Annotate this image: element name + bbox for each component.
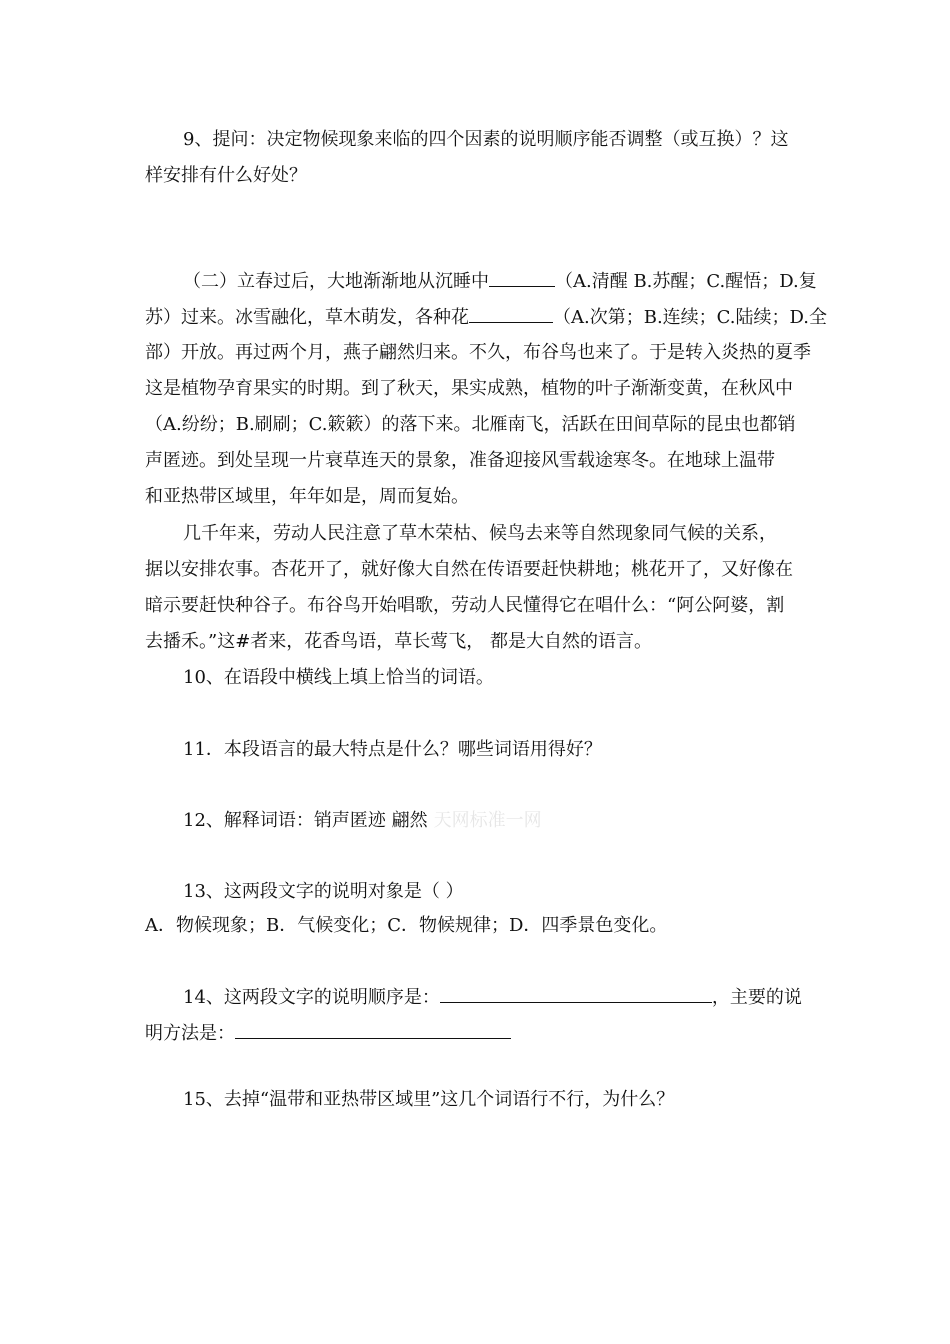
question-11: 11．本段语言的最大特点是什么？哪些词语用得好？ (183, 739, 602, 760)
answer-blank-method[interactable] (235, 1020, 511, 1039)
passage-p1-line-5: （A.纷纷；B.刷刷；C.簌簌）的落下来。北雁南飞，活跃在田间草际的昆虫也都销 (145, 414, 796, 435)
passage-text: （A.次第；B.连续；C.陆续；D.全 (553, 307, 828, 328)
question-13-options: A．物候现象；B．气候变化；C．物候规律；D．四季景色变化。 (145, 915, 668, 936)
passage-text: （A.清醒 B.苏醒；C.醒悟；D.复 (555, 271, 817, 292)
question-10: 10、在语段中横线上填上恰当的词语。 (183, 667, 494, 688)
watermark-text: 天网标准一网 (433, 810, 542, 831)
fill-blank-2[interactable] (469, 304, 553, 323)
question-14-text: 14、这两段文字的说明顺序是： (183, 987, 440, 1008)
passage-p2-line-4: 去播禾。”这#者来，花香鸟语，草长莺飞， 都是大自然的语言。 (145, 631, 653, 652)
question-15: 15、去掉“温带和亚热带区域里”这几个词语行不行，为什么？ (183, 1089, 675, 1110)
passage-text: 苏）过来。冰雪融化，草木萌发，各种花 (145, 307, 469, 328)
question-13: 13、这两段文字的说明对象是（ ） (183, 881, 464, 902)
question-12 (183, 809, 542, 833)
question-9-line-2: 样安排有什么好处？ (145, 165, 307, 186)
passage-p2-line-3: 暗示要赶快种谷子。布谷鸟开始唱歌，劳动人民懂得它在唱什么：“阿公阿婆，割 (145, 595, 785, 616)
passage-p1-line-7: 和亚热带区域里，年年如是，周而复始。 (145, 486, 469, 507)
passage-p1-line-4: 这是植物孕育果实的时期。到了秋天，果实成熟，植物的叶子渐渐变黄，在秋风中 (145, 378, 793, 399)
question-12-text: 12、解释词语：销声匿迹 翩然 (183, 810, 428, 831)
passage-p1-line-1 (183, 268, 817, 294)
question-14-text: ，主要的说 (711, 987, 802, 1008)
passage-p1-line-6: 声匿迹。到处呈现一片衰草连天的景象，准备迎接风雪载途寒冬。在地球上温带 (145, 450, 775, 471)
question-14-line-1 (183, 984, 802, 1010)
fill-blank-1[interactable] (489, 268, 555, 287)
passage-p2-line-2: 据以安排农事。杏花开了，就好像大自然在传语要赶快耕地；桃花开了，又好像在 (145, 559, 793, 580)
passage-p1-line-2 (145, 304, 827, 330)
passage-p2-line-1: 几千年来，劳动人民注意了草木荣枯、候鸟去来等自然现象同气候的关系， (183, 523, 777, 544)
question-9-line-1: 9、提问：决定物候现象来临的四个因素的说明顺序能否调整（或互换）？这 (183, 129, 789, 150)
question-14-line-2 (145, 1020, 511, 1046)
passage-text: （二）立春过后，大地渐渐地从沉睡中 (183, 271, 489, 292)
answer-blank-order[interactable] (440, 984, 712, 1003)
passage-p1-line-3: 部）开放。再过两个月，燕子翩然归来。不久，布谷鸟也来了。于是转入炎热的夏季 (145, 342, 811, 363)
question-14-text: 明方法是： (145, 1023, 235, 1044)
